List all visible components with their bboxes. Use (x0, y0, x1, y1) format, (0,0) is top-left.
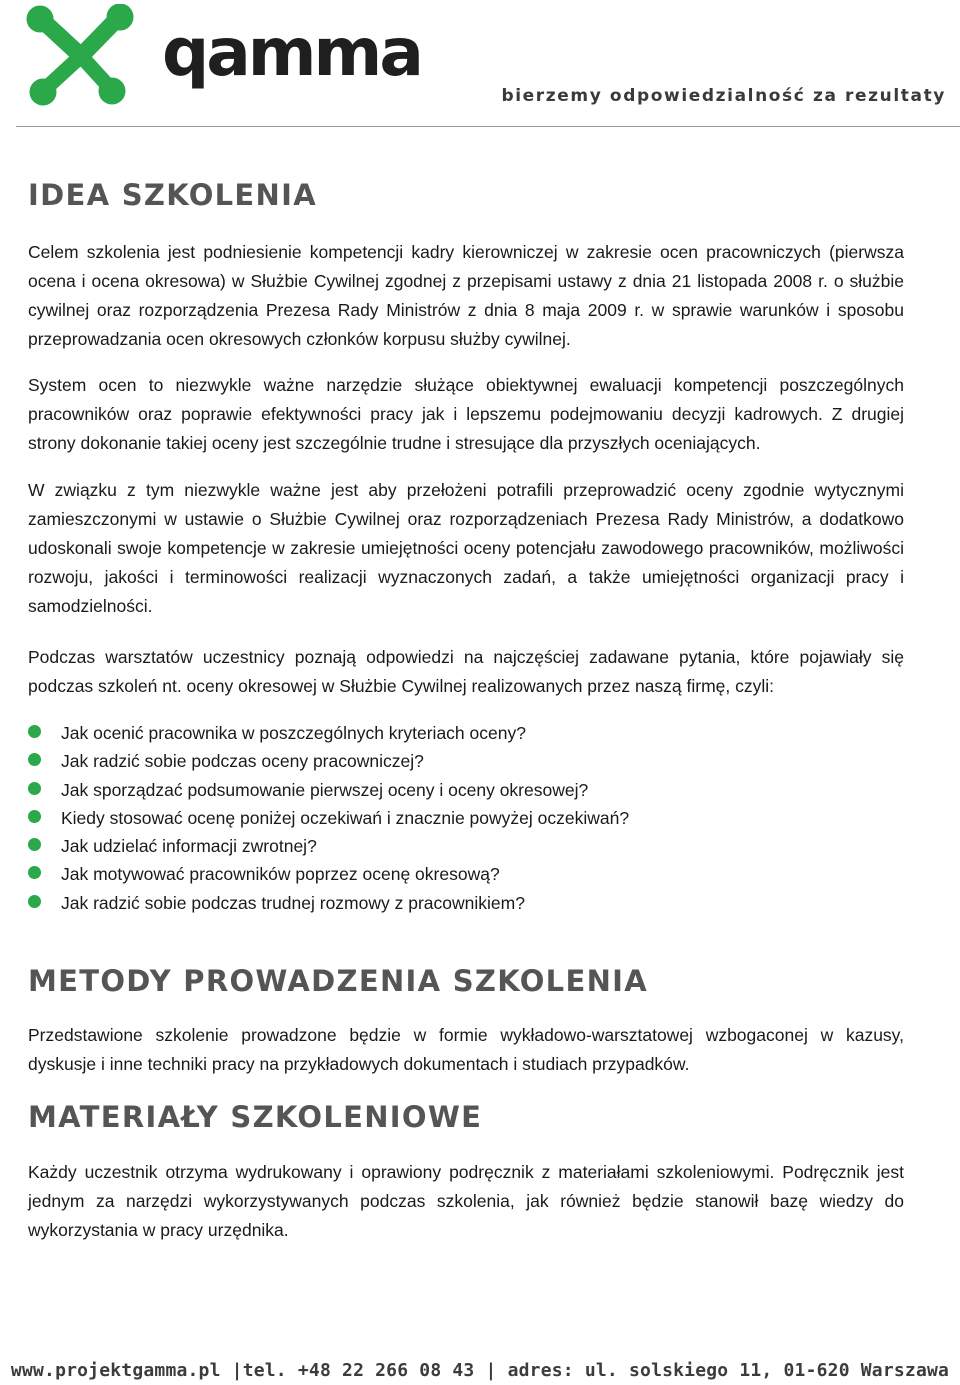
bullet-dot-icon (28, 895, 41, 908)
section-title-methods: METODY PROWADZENIA SZKOLENIA (28, 964, 648, 999)
bullet-dot-icon (28, 753, 41, 766)
list-item (28, 747, 904, 775)
bullet-dot-icon (28, 782, 41, 795)
page-header (0, 0, 960, 130)
bullet-dot-icon (28, 866, 41, 879)
idea-paragraph-3: W związku z tym niezwykle ważne jest aby przełożeni potrafili przeprowadzić oceny zgodnie wytycznymi zamieszczonymi w ustawie o Służbie Cywilnej oraz rozporządzeniach Prezesa Rady Ministrów, a dodatkowo udoskonali swoje kompetencje w zakresie umiejętności oceny potencjału zawodowego pracowników, możliwości rozwoju, jakości i terminowości realizacji wyznaczonych zadań, a także umiejętności organizacji pracy i samodzielności. (28, 480, 904, 616)
methods-paragraph: Przedstawione szkolenie prowadzone będzie w formie wykładowo-warsztatowej wzbogaconej w kazusy, dyskusje i inne techniki pracy na przykładowych dokumentach i studiach przypadków. (28, 1025, 904, 1075)
logo-wordmark: qamma (162, 14, 421, 91)
section-title-materials: MATERIAŁY SZKOLENIOWE (28, 1100, 483, 1135)
idea-paragraph-4: Podczas warsztatów uczestnicy poznają odpowiedzi na najczęściej zadawane pytania, które pojawiały się podczas szkoleń nt. oceny okresowej w Służbie Cywilnej realizowanych przez naszą firmę, czyli: (28, 647, 904, 696)
bullet-dot-icon (28, 725, 41, 738)
gamma-logo (26, 4, 421, 108)
question-text: Jak sporządzać podsumowanie pierwszej oceny i oceny okresowej? (61, 779, 589, 800)
idea-paragraph-2: System ocen to niezwykle ważne narzędzie służące obiektywnej ewaluacji kompetencji poszczególnych pracowników oraz poprawie efektywności pracy jak i lepszemu podejmowaniu decyzji kadrowych. Z drugiej strony dokonanie takiej oceny jest szczególnie trudne i stresujące dla przyszłych oceniających. (28, 375, 904, 453)
list-item (28, 719, 904, 747)
question-text: Jak ocenić pracownika w poszczególnych kryteriach oceny? (61, 723, 526, 743)
tagline: bierzemy odpowiedzialność za rezultaty (501, 86, 946, 106)
page-footer: www.projektgamma.pl |tel. +48 22 266 08 43 | adres: ul. solskiego 11, 01-620 Warszawa (10, 1360, 950, 1381)
question-text: Jak udzielać informacji zwrotnej? (61, 836, 317, 857)
section-title-idea: IDEA SZKOLENIA (28, 178, 317, 212)
main-content (28, 175, 904, 1245)
list-item (28, 776, 904, 804)
bullet-dot-icon (28, 838, 41, 851)
list-item (28, 860, 904, 888)
list-item (28, 832, 904, 860)
question-text: Jak radzić sobie podczas trudnej rozmowy z pracownikiem? (61, 892, 525, 913)
idea-paragraph-1: Celem szkolenia jest podniesienie kompetencji kadry kierowniczej w zakresie ocen pracowniczych (pierwsza ocena i ocena okresowa) w Służbie Cywilnej zgodnej z przepisami ustawy z dnia 21 listopada 2008 r. o służbie cywilnej oraz rozporządzenia Prezesa Rady Ministrów z dnia 8 maja 2009 r. w sprawie warunków i sposobu przeprowadzania ocen okresowych członków korpusu służby cywilnej. (28, 242, 904, 349)
list-item (28, 889, 904, 917)
materials-paragraph: Każdy uczestnik otrzyma wydrukowany i oprawiony podręcznik z materiałami szkoleniowymi. Podręcznik jest jednym za narzędzi wykorzystywanych podczas szkolenia, jak również będzie stanowił bazę wiedzy do wykorzystania w pracy urzędnika. (28, 1162, 904, 1241)
question-text: Jak motywować pracowników poprzez ocenę okresową? (61, 864, 500, 885)
header-divider (16, 126, 960, 127)
list-item (28, 804, 904, 832)
gamma-logo-mark-icon (26, 4, 136, 108)
question-text: Jak radzić sobie podczas oceny pracowniczej? (61, 751, 424, 772)
questions-list (28, 719, 904, 917)
bullet-dot-icon (28, 810, 41, 823)
question-text: Kiedy stosować ocenę poniżej oczekiwań i znacznie powyżej oczekiwań? (61, 807, 630, 828)
